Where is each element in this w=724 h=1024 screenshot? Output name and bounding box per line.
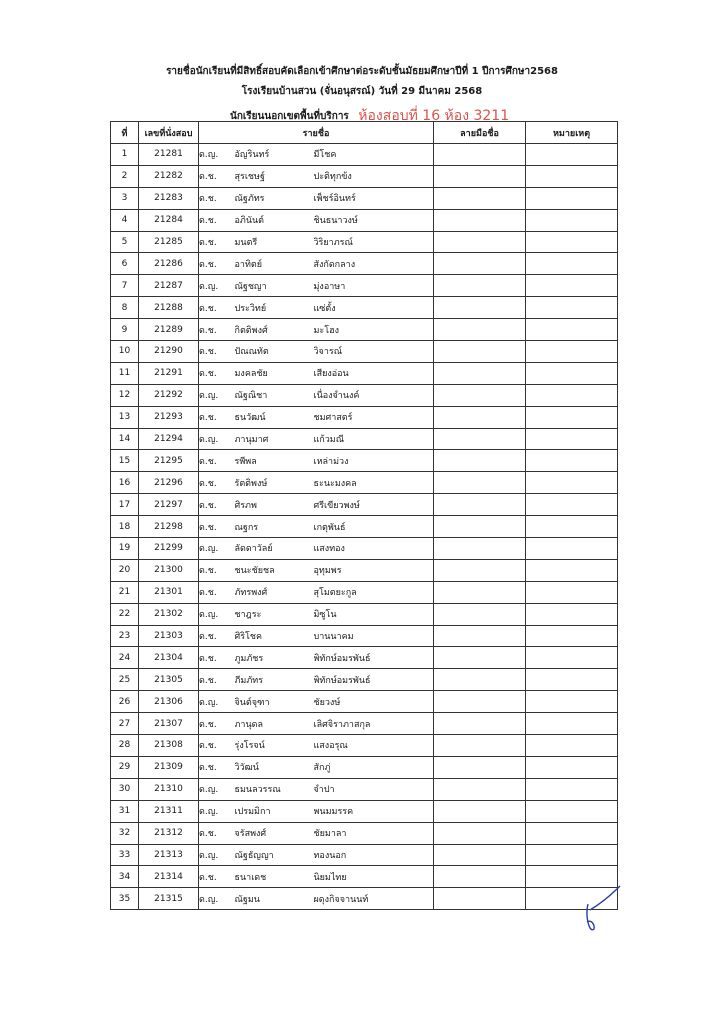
name-prefix: ด.ช. xyxy=(199,450,235,472)
remarks-cell xyxy=(526,341,618,363)
row-number: 35 xyxy=(111,888,139,910)
first-name: ภานุมาศ xyxy=(235,428,314,450)
signature-cell xyxy=(434,756,526,778)
last-name: พิทักษ์อมรพันธ์ xyxy=(314,647,434,669)
signature-cell xyxy=(434,144,526,166)
seat-number: 21292 xyxy=(139,384,199,406)
name-prefix: ด.ช. xyxy=(199,231,235,253)
first-name: อาทิตย์ xyxy=(235,253,314,275)
document-title: รายชื่อนักเรียนที่มีสิทธิ์สอบคัดเลือกเข้าศึกษาต่อระดับชั้นมัธยมศึกษาปีที่ 1 ปีการศึกษา2568 xyxy=(166,66,558,77)
seat-number: 21307 xyxy=(139,713,199,735)
remarks-cell xyxy=(526,691,618,713)
last-name: ทองนอก xyxy=(314,844,434,866)
table-row xyxy=(111,384,618,406)
remarks-cell xyxy=(526,209,618,231)
remarks-cell xyxy=(526,516,618,538)
row-number: 24 xyxy=(111,647,139,669)
table-row xyxy=(111,187,618,209)
remarks-cell xyxy=(526,319,618,341)
signature-cell xyxy=(434,625,526,647)
signature-cell xyxy=(434,822,526,844)
last-name: พนมมรรค xyxy=(314,800,434,822)
first-name: รุ่งโรจน์ xyxy=(235,735,314,757)
first-name: รัตติพงษ์ xyxy=(235,472,314,494)
name-prefix: ด.ช. xyxy=(199,406,235,428)
row-number: 26 xyxy=(111,691,139,713)
remarks-cell xyxy=(526,231,618,253)
seat-number: 21315 xyxy=(139,888,199,910)
name-prefix: ด.ญ. xyxy=(199,888,235,910)
row-number: 17 xyxy=(111,494,139,516)
first-name: ภีมภัทร xyxy=(235,669,314,691)
seat-number: 21296 xyxy=(139,472,199,494)
remarks-cell xyxy=(526,800,618,822)
row-number: 16 xyxy=(111,472,139,494)
remarks-cell xyxy=(526,713,618,735)
name-prefix: ด.ช. xyxy=(199,516,235,538)
last-name: มีโชค xyxy=(314,144,434,166)
table-row xyxy=(111,297,618,319)
name-prefix: ด.ญ. xyxy=(199,144,235,166)
last-name: เสียงอ่อน xyxy=(314,362,434,384)
signature-cell xyxy=(434,450,526,472)
signature-cell xyxy=(434,844,526,866)
seat-number: 21283 xyxy=(139,187,199,209)
signature-cell xyxy=(434,691,526,713)
name-prefix: ด.ช. xyxy=(199,756,235,778)
table-row xyxy=(111,647,618,669)
last-name: แสงทอง xyxy=(314,538,434,560)
name-prefix: ด.ช. xyxy=(199,625,235,647)
remarks-cell xyxy=(526,647,618,669)
last-name: ชัยวงษ์ xyxy=(314,691,434,713)
last-name: เนื่องจำนงค์ xyxy=(314,384,434,406)
student-table xyxy=(110,121,618,910)
name-prefix: ด.ญ. xyxy=(199,384,235,406)
table-row xyxy=(111,209,618,231)
last-name: เลิศจิราภาสกุล xyxy=(314,713,434,735)
row-number: 2 xyxy=(111,165,139,187)
name-prefix: ด.ช. xyxy=(199,362,235,384)
name-prefix: ด.ญ. xyxy=(199,844,235,866)
remarks-cell xyxy=(526,450,618,472)
table-row xyxy=(111,735,618,757)
table-row xyxy=(111,581,618,603)
signature-cell xyxy=(434,187,526,209)
table-row xyxy=(111,625,618,647)
signature-cell xyxy=(434,165,526,187)
seat-number: 21295 xyxy=(139,450,199,472)
table-row xyxy=(111,341,618,363)
last-name: เพ็ชร์อินทร์ xyxy=(314,187,434,209)
table-row xyxy=(111,713,618,735)
row-number: 21 xyxy=(111,581,139,603)
row-number: 23 xyxy=(111,625,139,647)
row-number: 3 xyxy=(111,187,139,209)
first-name: สุรเชษฐ์ xyxy=(235,165,314,187)
first-name: เปรมมิกา xyxy=(235,800,314,822)
row-number: 18 xyxy=(111,516,139,538)
name-prefix: ด.ช. xyxy=(199,209,235,231)
signature-cell xyxy=(434,888,526,910)
signature-cell xyxy=(434,362,526,384)
signature-cell xyxy=(434,516,526,538)
signature-cell xyxy=(434,297,526,319)
remarks-cell xyxy=(526,603,618,625)
seat-number: 21314 xyxy=(139,866,199,888)
header-name: รายชื่อ xyxy=(199,122,434,144)
seat-number: 21302 xyxy=(139,603,199,625)
table-row xyxy=(111,406,618,428)
remarks-cell xyxy=(526,362,618,384)
table-row xyxy=(111,450,618,472)
first-name: จินต์จุฑา xyxy=(235,691,314,713)
row-number: 27 xyxy=(111,713,139,735)
first-name: รพีพล xyxy=(235,450,314,472)
name-prefix: ด.ช. xyxy=(199,669,235,691)
signature-cell xyxy=(434,581,526,603)
seat-number: 21312 xyxy=(139,822,199,844)
signature-cell xyxy=(434,559,526,581)
signature-cell xyxy=(434,800,526,822)
table-row xyxy=(111,866,618,888)
seat-number: 21298 xyxy=(139,516,199,538)
signature-cell xyxy=(434,647,526,669)
signature-cell xyxy=(434,713,526,735)
name-prefix: ด.ช. xyxy=(199,735,235,757)
table-row xyxy=(111,144,618,166)
name-prefix: ด.ญ. xyxy=(199,428,235,450)
first-name: วิวัฒน์ xyxy=(235,756,314,778)
signature-cell xyxy=(434,384,526,406)
first-name: ภูมภัชร xyxy=(235,647,314,669)
seat-number: 21284 xyxy=(139,209,199,231)
remarks-cell xyxy=(526,494,618,516)
signature-cell xyxy=(434,494,526,516)
row-number: 4 xyxy=(111,209,139,231)
remarks-cell xyxy=(526,384,618,406)
last-name: นิยมไทย xyxy=(314,866,434,888)
last-name: มิซูโน xyxy=(314,603,434,625)
seat-number: 21311 xyxy=(139,800,199,822)
table-row xyxy=(111,603,618,625)
seat-number: 21300 xyxy=(139,559,199,581)
header-remarks: หมายเหตุ xyxy=(526,122,618,144)
seat-number: 21303 xyxy=(139,625,199,647)
seat-number: 21285 xyxy=(139,231,199,253)
remarks-cell xyxy=(526,844,618,866)
name-prefix: ด.ช. xyxy=(199,253,235,275)
row-number: 1 xyxy=(111,144,139,166)
exam-room: ห้องสอบที่ 16 ห้อง 3211 xyxy=(358,108,510,124)
seat-number: 21293 xyxy=(139,406,199,428)
signature-cell xyxy=(434,253,526,275)
signature-cell xyxy=(434,209,526,231)
table-row xyxy=(111,472,618,494)
signature-cell xyxy=(434,231,526,253)
row-number: 28 xyxy=(111,735,139,757)
last-name: ธะนะมงคล xyxy=(314,472,434,494)
seat-number: 21313 xyxy=(139,844,199,866)
last-name: ชมศาสตร์ xyxy=(314,406,434,428)
table-row xyxy=(111,559,618,581)
name-prefix: ด.ช. xyxy=(199,341,235,363)
table-row xyxy=(111,165,618,187)
name-prefix: ด.ช. xyxy=(199,822,235,844)
table-row xyxy=(111,494,618,516)
row-number: 11 xyxy=(111,362,139,384)
first-name: มนตรี xyxy=(235,231,314,253)
signature-cell xyxy=(434,275,526,297)
name-prefix: ด.ญ. xyxy=(199,275,235,297)
last-name: แซ่ตั้ง xyxy=(314,297,434,319)
signature-cell xyxy=(434,428,526,450)
last-name: เหล่าม่วง xyxy=(314,450,434,472)
first-name: กิตติพงศ์ xyxy=(235,319,314,341)
signature-mark xyxy=(578,882,626,934)
table-header-row xyxy=(111,122,618,144)
row-number: 25 xyxy=(111,669,139,691)
last-name: ผดุงกิจจานนท์ xyxy=(314,888,434,910)
row-number: 9 xyxy=(111,319,139,341)
seat-number: 21297 xyxy=(139,494,199,516)
remarks-cell xyxy=(526,428,618,450)
seat-number: 21289 xyxy=(139,319,199,341)
signature-cell xyxy=(434,341,526,363)
first-name: ภัทรพงศ์ xyxy=(235,581,314,603)
seat-number: 21309 xyxy=(139,756,199,778)
seat-number: 21304 xyxy=(139,647,199,669)
remarks-cell xyxy=(526,275,618,297)
remarks-cell xyxy=(526,253,618,275)
seat-number: 21305 xyxy=(139,669,199,691)
row-number: 13 xyxy=(111,406,139,428)
remarks-cell xyxy=(526,669,618,691)
name-prefix: ด.ญ. xyxy=(199,778,235,800)
first-name: ลัดดาวัลย์ xyxy=(235,538,314,560)
first-name: ธนวัฒน์ xyxy=(235,406,314,428)
last-name: วิจารณ์ xyxy=(314,341,434,363)
signature-cell xyxy=(434,472,526,494)
signature-cell xyxy=(434,735,526,757)
remarks-cell xyxy=(526,165,618,187)
table-row xyxy=(111,888,618,910)
table-row xyxy=(111,516,618,538)
first-name: ศิริโชค xyxy=(235,625,314,647)
remarks-cell xyxy=(526,581,618,603)
seat-number: 21291 xyxy=(139,362,199,384)
seat-number: 21281 xyxy=(139,144,199,166)
last-name: พิทักษ์อมรพันธ์ xyxy=(314,669,434,691)
row-number: 33 xyxy=(111,844,139,866)
signature-cell xyxy=(434,538,526,560)
row-number: 29 xyxy=(111,756,139,778)
first-name: ธนาเดช xyxy=(235,866,314,888)
row-number: 20 xyxy=(111,559,139,581)
header-seat: เลขที่นั่งสอบ xyxy=(139,122,199,144)
last-name: สุโมตยะกูล xyxy=(314,581,434,603)
last-name: บานนาคม xyxy=(314,625,434,647)
last-name: ชินธนาวงษ์ xyxy=(314,209,434,231)
row-number: 5 xyxy=(111,231,139,253)
row-number: 32 xyxy=(111,822,139,844)
row-number: 6 xyxy=(111,253,139,275)
seat-number: 21301 xyxy=(139,581,199,603)
first-name: ชนะชัยชล xyxy=(235,559,314,581)
seat-number: 21308 xyxy=(139,735,199,757)
name-prefix: ด.ช. xyxy=(199,581,235,603)
table-row xyxy=(111,362,618,384)
first-name: ธมนลวรรณ xyxy=(235,778,314,800)
header-no: ที่ xyxy=(111,122,139,144)
signature-cell xyxy=(434,669,526,691)
remarks-cell xyxy=(526,297,618,319)
signature-cell xyxy=(434,603,526,625)
first-name: ณัฐณิชา xyxy=(235,384,314,406)
remarks-cell xyxy=(526,472,618,494)
first-name: อภินันต์ xyxy=(235,209,314,231)
name-prefix: ด.ช. xyxy=(199,472,235,494)
table-row xyxy=(111,822,618,844)
table-row xyxy=(111,231,618,253)
name-prefix: ด.ช. xyxy=(199,165,235,187)
name-prefix: ด.ช. xyxy=(199,713,235,735)
last-name: อุทุมพร xyxy=(314,559,434,581)
table-row xyxy=(111,800,618,822)
last-name: เกตุพันธ์ xyxy=(314,516,434,538)
signature-cell xyxy=(434,406,526,428)
row-number: 8 xyxy=(111,297,139,319)
row-number: 19 xyxy=(111,538,139,560)
table-row xyxy=(111,538,618,560)
group-label: นักเรียนนอกเขตพื้นที่บริการ xyxy=(230,111,349,122)
remarks-cell xyxy=(526,406,618,428)
remarks-cell xyxy=(526,778,618,800)
last-name: สักภู่ xyxy=(314,756,434,778)
seat-number: 21287 xyxy=(139,275,199,297)
signature-cell xyxy=(434,778,526,800)
school-date-line: โรงเรียนบ้านสวน (จั่นอนุสรณ์) วันที่ 29 มีนาคม 2568 xyxy=(241,86,483,97)
table-row xyxy=(111,428,618,450)
name-prefix: ด.ญ. xyxy=(199,691,235,713)
name-prefix: ด.ญ. xyxy=(199,800,235,822)
remarks-cell xyxy=(526,625,618,647)
first-name: จรัสพงศ์ xyxy=(235,822,314,844)
last-name: ชัยมาลา xyxy=(314,822,434,844)
remarks-cell xyxy=(526,822,618,844)
first-name: ประวิทย์ xyxy=(235,297,314,319)
last-name: แก้วมณี xyxy=(314,428,434,450)
seat-number: 21306 xyxy=(139,691,199,713)
last-name: มุ่งอาษา xyxy=(314,275,434,297)
last-name: จำปา xyxy=(314,778,434,800)
remarks-cell xyxy=(526,756,618,778)
remarks-cell xyxy=(526,735,618,757)
first-name: มงคลชัย xyxy=(235,362,314,384)
last-name: วิริยาภรณ์ xyxy=(314,231,434,253)
name-prefix: ด.ญ. xyxy=(199,538,235,560)
name-prefix: ด.ช. xyxy=(199,494,235,516)
row-number: 34 xyxy=(111,866,139,888)
table-row xyxy=(111,756,618,778)
table-row xyxy=(111,253,618,275)
last-name: ปะติทุกข้ง xyxy=(314,165,434,187)
seat-number: 21282 xyxy=(139,165,199,187)
table-row xyxy=(111,669,618,691)
row-number: 12 xyxy=(111,384,139,406)
name-prefix: ด.ช. xyxy=(199,647,235,669)
last-name: มะโฮง xyxy=(314,319,434,341)
seat-number: 21288 xyxy=(139,297,199,319)
remarks-cell xyxy=(526,187,618,209)
seat-number: 21310 xyxy=(139,778,199,800)
signature-cell xyxy=(434,866,526,888)
row-number: 7 xyxy=(111,275,139,297)
signature-cell xyxy=(434,319,526,341)
table-row xyxy=(111,275,618,297)
name-prefix: ด.ช. xyxy=(199,559,235,581)
table-row xyxy=(111,319,618,341)
row-number: 10 xyxy=(111,341,139,363)
first-name: ชาฎระ xyxy=(235,603,314,625)
name-prefix: ด.ช. xyxy=(199,187,235,209)
first-name: ณัฐมน xyxy=(235,888,314,910)
first-name: ปัณณทัต xyxy=(235,341,314,363)
name-prefix: ด.ช. xyxy=(199,319,235,341)
remarks-cell xyxy=(526,538,618,560)
first-name: ณฐกร xyxy=(235,516,314,538)
seat-number: 21286 xyxy=(139,253,199,275)
row-number: 22 xyxy=(111,603,139,625)
row-number: 31 xyxy=(111,800,139,822)
table-row xyxy=(111,691,618,713)
row-number: 30 xyxy=(111,778,139,800)
seat-number: 21294 xyxy=(139,428,199,450)
first-name: อัญรินทร์ xyxy=(235,144,314,166)
row-number: 15 xyxy=(111,450,139,472)
last-name: สังกัดกลาง xyxy=(314,253,434,275)
name-prefix: ด.ญ. xyxy=(199,603,235,625)
first-name: ภานุดล xyxy=(235,713,314,735)
first-name: ศิรภพ xyxy=(235,494,314,516)
last-name: แสงอรุณ xyxy=(314,735,434,757)
table-row xyxy=(111,844,618,866)
seat-number: 21290 xyxy=(139,341,199,363)
seat-number: 21299 xyxy=(139,538,199,560)
header-signature: ลายมือชื่อ xyxy=(434,122,526,144)
remarks-cell xyxy=(526,144,618,166)
table-row xyxy=(111,778,618,800)
name-prefix: ด.ช. xyxy=(199,866,235,888)
last-name: ศรีเขียวพงษ์ xyxy=(314,494,434,516)
first-name: ณัฐภัทร xyxy=(235,187,314,209)
remarks-cell xyxy=(526,559,618,581)
row-number: 14 xyxy=(111,428,139,450)
first-name: ณัฐธัญญา xyxy=(235,844,314,866)
first-name: ณัฐชญา xyxy=(235,275,314,297)
name-prefix: ด.ช. xyxy=(199,297,235,319)
